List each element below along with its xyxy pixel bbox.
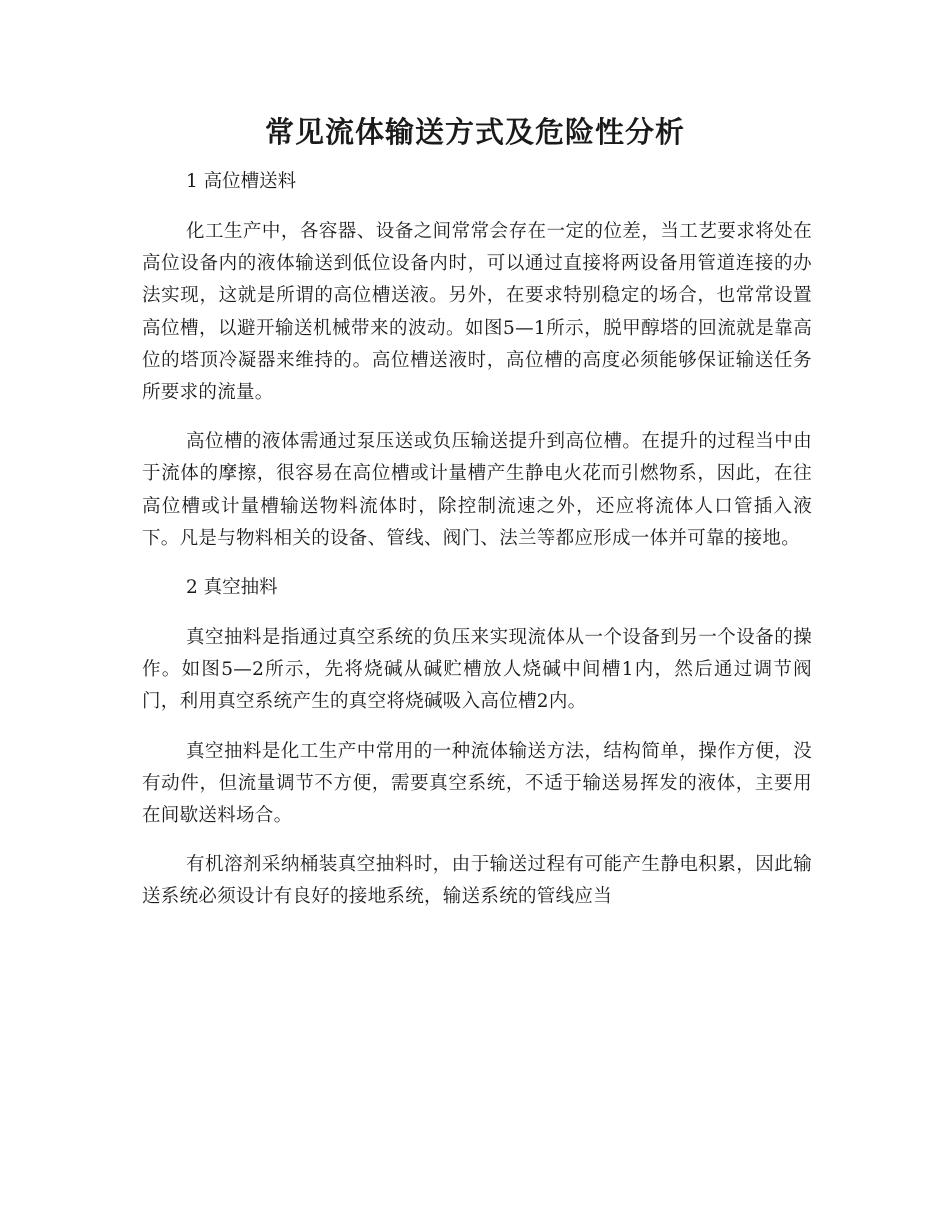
page-title: 常见流体输送方式及危险性分析 <box>264 115 685 149</box>
section-vacuum-suction <box>142 571 812 914</box>
paragraph: 真空抽料是指通过真空系统的负压来实现流体从一个设备到另一个设备的操作。如图5—2所示，先将烧碱从碱贮槽放人烧碱中间槽1内，然后通过调节阀门，利用真空系统产生的真空将烧碱吸入高位槽2内。 <box>142 627 812 713</box>
paragraph: 真空抽料是化工生产中常用的一种流体输送方法，结构简单，操作方便，没有动件，但流量调节不方便，需要真空系统，不适于输送易挥发的液体，主要用在间歇送料场合。 <box>142 740 812 827</box>
paragraph: 化工生产中，各容器、设备之间常常会存在一定的位差，当工艺要求将处在高位设备内的液体输送到低位设备内时，可以通过直接将两设备用管道连接的办法实现，这就是所谓的高位槽送液。另外，在要求特别稳定的场合，也常常设置高位槽，以避开输送机械带来的波动。如图5—1所示，脱甲醇塔的回流就是靠高位的塔顶冷凝器来维持的。高位槽送液时，高位槽的高度必须能够保证输送任务所要求的流量。 <box>142 221 812 404</box>
paragraph: 高位槽的液体需通过泵压送或负压输送提升到高位槽。在提升的过程当中由于流体的摩擦，很容易在高位槽或计量槽产生静电火花而引燃物系，因此，在往高位槽或计量槽输送物料流体时，除控制流速之外，还应将流体人口管插入液下。凡是与物料相关的设备、管线、阀门、法兰等都应形成一体并可靠的接地。 <box>142 431 812 549</box>
paragraph: 有机溶剂采纳桶装真空抽料时，由于输送过程有可能产生静电积累，因此输送系统必须设计有良好的接地系统，输送系统的管线应当 <box>142 854 812 908</box>
section-high-tank <box>142 165 812 555</box>
document-body <box>142 165 812 914</box>
section-heading: 1 高位槽送料 <box>186 171 297 192</box>
section-heading: 2 真空抽料 <box>186 577 278 599</box>
